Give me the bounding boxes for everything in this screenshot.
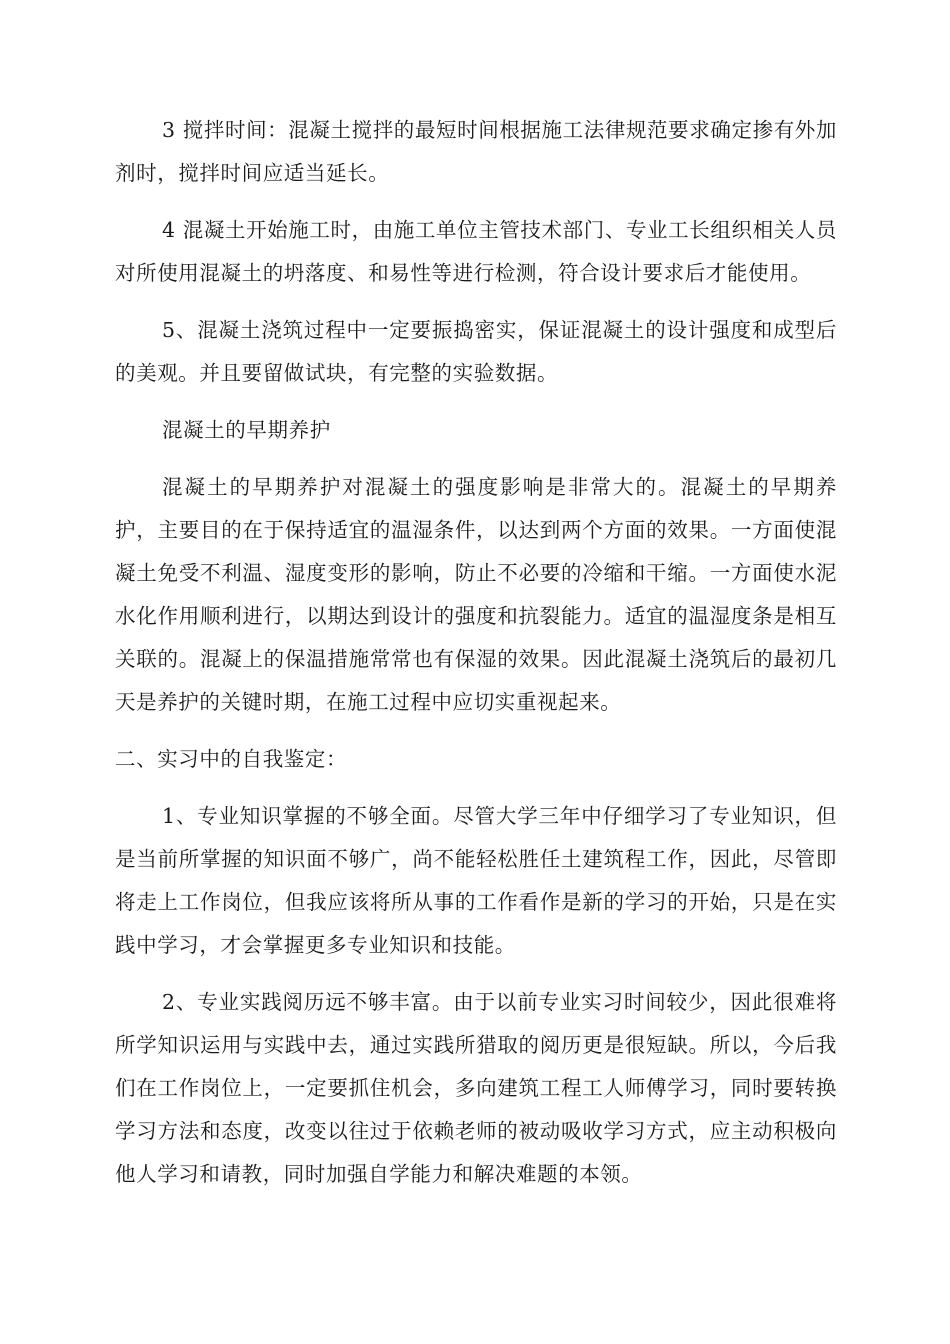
paragraph-construction-inspection: 4 混凝土开始施工时，由施工单位主管技术部门、专业工长组织相关人员对所使用混凝土的坍落度、和易性等进行检测，符合设计要求后才能使用。	[115, 218, 837, 285]
paragraph-early-curing: 混凝土的早期养护对混凝土的强度影响是非常大的。混凝土的早期养护，主要目的在于保持适宜的温湿条件，以达到两个方面的效果。一方面使混凝土免受不利温、湿度变形的影响，防止不必要的冷缩和干缩。一方面使水泥水化作用顺利进行，以期达到设计的强度和抗裂能力。适宜的温湿度条是相互关联的。混凝上的保温措施常常也有保湿的效果。因此混凝土浇筑后的最初几天是养护的关键时期，在施工过程中应切实重视起来。	[115, 475, 837, 714]
paragraph-pouring-vibration: 5、混凝土浇筑过程中一定要振捣密实，保证混凝土的设计强度和成型后的美观。并且要留做试块，有完整的实验数据。	[115, 318, 837, 385]
document-body	[115, 109, 837, 1210]
paragraph-knowledge-assessment: 1、专业知识掌握的不够全面。尽管大学三年中仔细学习了专业知识，但是当前所掌握的知识面不够广，尚不能轻松胜任土建筑程工作，因此，尽管即将走上工作岗位，但我应该将所从事的工作看作是新的学习的开始，只是在实践中学习，才会掌握更多专业知识和技能。	[115, 804, 837, 957]
paragraph-mixing-time: 3 搅拌时间：混凝土搅拌的最短时间根据施工法律规范要求确定掺有外加剂时，搅拌时间应适当延长。	[115, 118, 837, 185]
section-heading-early-curing: 混凝土的早期养护	[162, 418, 331, 442]
section-heading-self-assessment: 二、实习中的自我鉴定：	[115, 747, 348, 771]
paragraph-practice-experience: 2、专业实践阅历远不够丰富。由于以前专业实习时间较少，因此很难将所学知识运用与实践中去，通过实践所猎取的阅历更是很短缺。所以，今后我们在工作岗位上，一定要抓住机会，多向建筑工程工人师傅学习，同时要转换学习方法和态度，改变以往过于依赖老师的被动吸收学习方式，应主动积极向他人学习和请教，同时加强自学能力和解决难题的本领。	[115, 990, 837, 1186]
